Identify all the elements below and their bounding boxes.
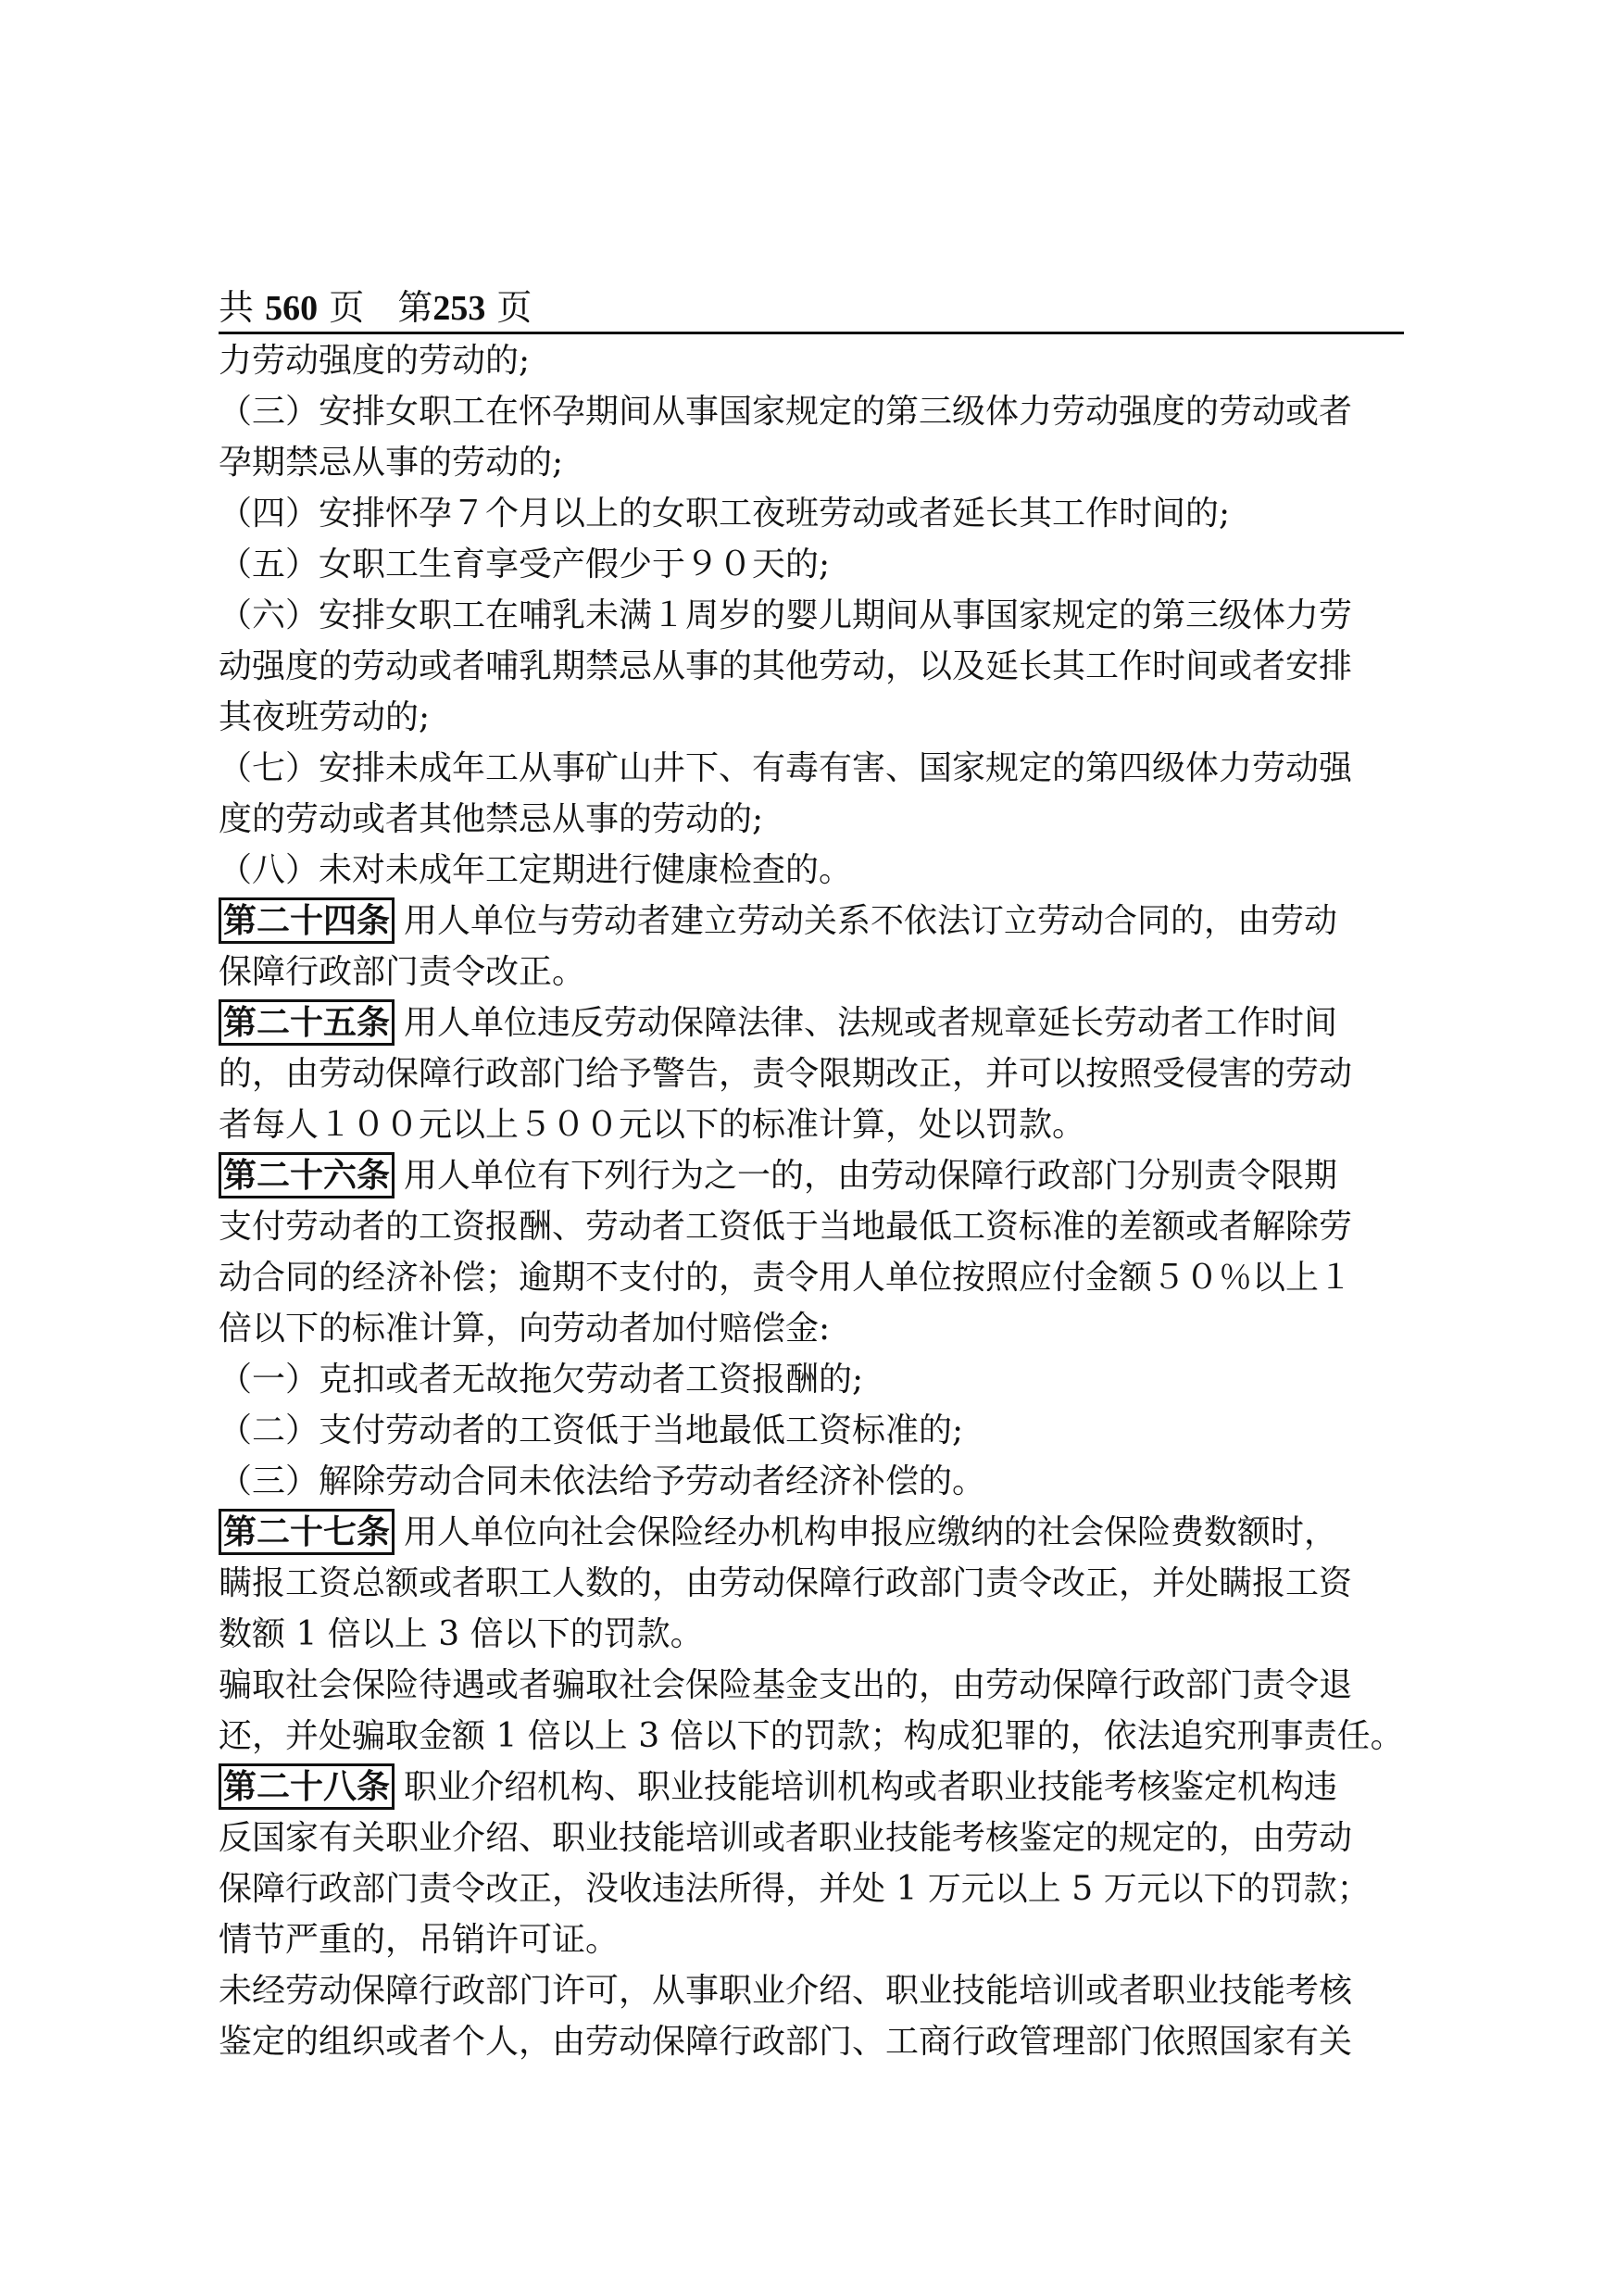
line-text: 用人单位有下列行为之一的，由劳动保障行政部门分别责令限期 [404, 1157, 1338, 1195]
text-line [219, 1813, 1413, 1863]
text-line [219, 335, 1413, 386]
text-line [219, 1609, 1413, 1660]
line-text: 用人单位违反劳动保障法律、法规或者规章延长劳动者工作时间 [404, 1004, 1338, 1042]
line-text: 的，由劳动保障行政部门给予警告，责令限期改正，并可以按照受侵害的劳动 [219, 1055, 1353, 1093]
text-line [219, 1201, 1413, 1252]
line-text: （三）解除劳动合同未依法给予劳动者经济补偿的。 [219, 1462, 986, 1500]
line-text: 数额 1 倍以上 3 倍以下的罚款。 [219, 1615, 704, 1653]
article-line [219, 896, 1413, 947]
text-line [219, 1099, 1413, 1150]
line-text: （四）安排怀孕７个月以上的女职工夜班劳动或者延长其工作时间的; [219, 495, 1231, 533]
page-word: 页 [496, 287, 532, 328]
text-line [219, 692, 1413, 743]
line-text: 未经劳动保障行政部门许可，从事职业介绍、职业技能培训或者职业技能考核 [219, 1972, 1353, 2010]
document-body [219, 335, 1413, 2067]
line-text: 用人单位与劳动者建立劳动关系不依法订立劳动合同的，由劳动 [404, 902, 1338, 940]
text-line [219, 641, 1413, 692]
article-number: 第二十五条 [219, 999, 395, 1046]
article-number: 第二十四条 [219, 897, 395, 944]
text-line [219, 794, 1413, 845]
article-line [219, 1150, 1413, 1201]
article-line [219, 1762, 1413, 1813]
text-line [219, 1660, 1413, 1711]
text-line [219, 743, 1413, 794]
text-line [219, 1303, 1413, 1354]
line-text: 力劳动强度的劳动的; [219, 342, 531, 380]
total-pages: 560 [265, 289, 319, 328]
text-line [219, 1354, 1413, 1405]
line-text: 职业介绍机构、职业技能培训机构或者职业技能考核鉴定机构违 [404, 1768, 1338, 1806]
line-text: 用人单位向社会保险经办机构申报应缴纳的社会保险费数额时， [404, 1513, 1338, 1551]
line-text: 反国家有关职业介绍、职业技能培训或者职业技能考核鉴定的规定的，由劳动 [219, 1819, 1353, 1857]
article-number: 第二十八条 [219, 1763, 395, 1810]
line-text: （三）安排女职工在怀孕期间从事国家规定的第三级体力劳动强度的劳动或者 [219, 393, 1353, 431]
article-line [219, 997, 1413, 1048]
total-prefix: 共 [219, 287, 255, 328]
line-text: 者每人１００元以上５００元以下的标准计算，处以罚款。 [219, 1106, 1086, 1144]
line-text: 保障行政部门责令改正。 [219, 953, 586, 991]
line-text: 倍以下的标准计算，向劳动者加付赔偿金: [219, 1310, 831, 1348]
line-text: 度的劳动或者其他禁忌从事的劳动的; [219, 800, 764, 838]
line-text: （八）未对未成年工定期进行健康检查的。 [219, 851, 853, 889]
text-line [219, 437, 1413, 488]
text-line [219, 845, 1413, 896]
text-line [219, 1558, 1413, 1609]
page-word: 页 [329, 287, 365, 328]
line-text: 动合同的经济补偿；逾期不支付的，责令用人单位按照应付金额５０％以上１ [219, 1259, 1353, 1297]
article-line [219, 1507, 1413, 1558]
text-line [219, 1405, 1413, 1456]
text-line [219, 1863, 1413, 1914]
line-text: （五）女职工生育享受产假少于９０天的; [219, 546, 831, 583]
text-line [219, 947, 1413, 997]
text-line [219, 488, 1413, 539]
line-text: 动强度的劳动或者哺乳期禁忌从事的其他劳动，以及延长其工作时间或者安排 [219, 647, 1353, 685]
text-line [219, 1965, 1413, 2016]
article-number: 第二十七条 [219, 1509, 395, 1555]
current-prefix: 第 [397, 287, 433, 328]
line-text: 其夜班劳动的; [219, 698, 431, 736]
page-header [219, 283, 1404, 334]
current-page: 253 [432, 289, 486, 328]
line-text: （二）支付劳动者的工资低于当地最低工资标准的; [219, 1411, 964, 1449]
line-text: 保障行政部门责令改正，没收违法所得，并处 1 万元以上 5 万元以下的罚款； [219, 1870, 1371, 1908]
text-line [219, 1048, 1413, 1099]
line-text: （一）克扣或者无故拖欠劳动者工资报酬的; [219, 1361, 864, 1399]
line-text: 骗取社会保险待遇或者骗取社会保险基金支出的，由劳动保障行政部门责令退 [219, 1666, 1353, 1704]
line-text: 还，并处骗取金额 1 倍以上 3 倍以下的罚款；构成犯罪的，依法追究刑事责任。 [219, 1717, 1404, 1755]
text-line [219, 1914, 1413, 1965]
text-line [219, 1252, 1413, 1303]
text-line [219, 386, 1413, 437]
line-text: 孕期禁忌从事的劳动的; [219, 444, 564, 482]
line-text: （七）安排未成年工从事矿山井下、有毒有害、国家规定的第四级体力劳动强 [219, 749, 1353, 787]
line-text: 鉴定的组织或者个人，由劳动保障行政部门、工商行政管理部门依照国家有关 [219, 2023, 1353, 2061]
text-line [219, 1711, 1413, 1762]
line-text: 瞒报工资总额或者职工人数的，由劳动保障行政部门责令改正，并处瞒报工资 [219, 1564, 1353, 1602]
text-line [219, 2016, 1413, 2067]
article-number: 第二十六条 [219, 1152, 395, 1198]
text-line [219, 539, 1413, 590]
line-text: 支付劳动者的工资报酬、劳动者工资低于当地最低工资标准的差额或者解除劳 [219, 1208, 1353, 1246]
text-line [219, 1456, 1413, 1507]
text-line [219, 590, 1413, 641]
line-text: （六）安排女职工在哺乳未满１周岁的婴儿期间从事国家规定的第三级体力劳 [219, 596, 1353, 634]
line-text: 情节严重的，吊销许可证。 [219, 1921, 620, 1959]
